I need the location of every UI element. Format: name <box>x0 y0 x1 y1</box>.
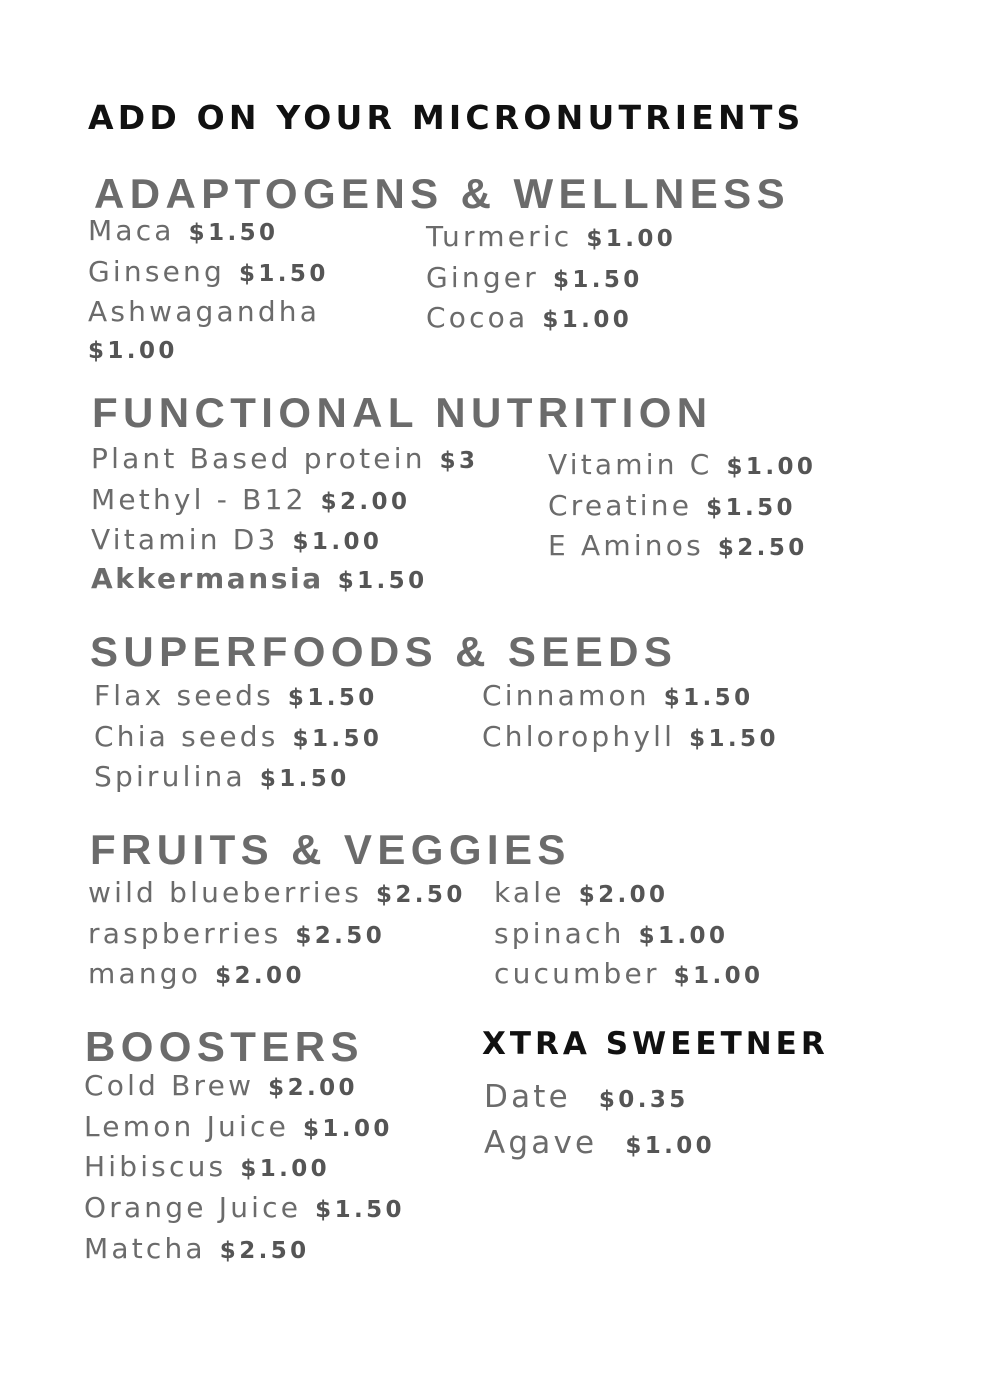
menu-item <box>426 299 676 340</box>
item-price: $1.50 <box>315 1197 405 1224</box>
functional-right-list <box>548 446 816 568</box>
item-price: $1.00 <box>292 529 383 556</box>
item-name: Cinnamon <box>482 679 650 712</box>
menu-item <box>494 955 763 996</box>
menu-item <box>494 915 763 956</box>
section-title-fruits: FRUITS & VEGGIES <box>90 826 571 873</box>
item-name: Akkermansia <box>91 562 324 596</box>
fruits-right-list <box>494 874 763 996</box>
menu-item <box>91 562 478 598</box>
item-price: $2.50 <box>717 535 808 562</box>
item-price: $1.00 <box>88 338 178 365</box>
adaptogens-right-list <box>426 218 676 340</box>
section-title-boosters: BOOSTERS <box>85 1023 364 1070</box>
menu-item <box>91 440 478 481</box>
item-price: $1.00 <box>240 1156 331 1183</box>
item-price: $3 <box>439 448 479 474</box>
boosters-list <box>84 1067 405 1271</box>
fruits-left-list <box>88 874 466 996</box>
item-price: $1.50 <box>706 494 796 521</box>
menu-item <box>84 1148 405 1189</box>
item-name: Ginseng <box>88 254 225 288</box>
item-name: Creatine <box>548 488 693 522</box>
item-price: $1.50 <box>259 766 350 793</box>
menu-item <box>84 1108 405 1149</box>
item-price: $1.00 <box>303 1115 393 1142</box>
superfoods-left-list <box>94 677 382 799</box>
item-name: Maca <box>88 214 175 247</box>
item-name: cucumber <box>494 957 660 991</box>
item-price: $1.50 <box>188 220 279 246</box>
item-price: $0.35 <box>598 1087 689 1113</box>
item-name: Spirulina <box>94 760 246 794</box>
sweetener-list <box>484 1076 715 1168</box>
item-price: $1.50 <box>238 260 329 287</box>
item-price: $1.50 <box>663 685 754 711</box>
item-name: kale <box>494 876 565 909</box>
item-name: Vitamin D3 <box>91 523 279 557</box>
item-name: Cold Brew <box>84 1069 255 1102</box>
item-name: Plant Based protein <box>91 442 426 475</box>
item-name: wild blueberries <box>88 876 362 909</box>
menu-item <box>548 487 816 528</box>
item-price: $1.50 <box>552 266 643 293</box>
item-name: raspberries <box>88 916 282 950</box>
menu-item <box>91 481 478 522</box>
item-price: $2.00 <box>578 882 669 908</box>
menu-item <box>94 758 382 799</box>
item-name: Ashwagandha <box>88 295 321 329</box>
menu-title: ADD ON YOUR MICRONUTRIENTS <box>88 98 805 137</box>
item-price: $2.00 <box>215 963 305 990</box>
menu-item <box>482 718 779 759</box>
item-name: Cocoa <box>426 301 529 335</box>
menu-item <box>88 293 329 370</box>
item-price: $2.50 <box>219 1237 310 1264</box>
menu-item <box>94 718 382 759</box>
item-name: mango <box>88 957 202 991</box>
section-title-adaptogens: ADAPTOGENS & WELLNESS <box>94 170 791 217</box>
menu-item <box>88 955 466 996</box>
menu-item <box>548 527 816 568</box>
menu-item <box>88 874 466 915</box>
item-price: $1.50 <box>292 725 383 752</box>
item-name: Matcha <box>84 1231 206 1265</box>
item-price: $1.50 <box>337 568 428 595</box>
section-title-superfoods: SUPERFOODS & SEEDS <box>90 628 678 675</box>
item-name: Chlorophyll <box>482 719 676 753</box>
item-name: Methyl - B12 <box>91 482 307 516</box>
item-name: Date <box>484 1079 571 1115</box>
item-price: $1.00 <box>673 963 764 990</box>
item-name: Turmeric <box>426 220 573 253</box>
item-name: E Aminos <box>548 529 704 563</box>
item-name: Orange Juice <box>84 1191 302 1225</box>
menu-item <box>94 677 382 718</box>
menu-item <box>426 259 676 300</box>
item-name: spinach <box>494 916 625 950</box>
menu-item <box>91 521 478 562</box>
item-name: Lemon Juice <box>84 1109 289 1143</box>
item-price: $1.00 <box>542 307 633 334</box>
item-price: $2.00 <box>320 488 411 515</box>
menu-item <box>88 253 329 294</box>
menu-item <box>482 677 779 718</box>
section-title-sweetener: XTRA SWEETNER <box>482 1026 829 1062</box>
menu-item <box>84 1189 405 1230</box>
item-price: $1.50 <box>689 725 779 752</box>
item-name: Chia seeds <box>94 719 279 753</box>
item-price: $2.50 <box>295 922 386 949</box>
menu-item <box>88 915 466 956</box>
menu-item <box>84 1230 405 1271</box>
item-price: $1.00 <box>586 226 677 252</box>
menu-item <box>484 1076 715 1122</box>
item-name: Ginger <box>426 260 539 294</box>
menu-item <box>484 1122 715 1168</box>
item-price: $1.50 <box>287 685 378 711</box>
section-title-functional: FUNCTIONAL NUTRITION <box>92 389 713 436</box>
menu-item <box>84 1067 405 1108</box>
item-name: Flax seeds <box>94 679 274 712</box>
functional-left-list <box>91 440 478 598</box>
item-price: $2.50 <box>375 882 466 908</box>
item-name: Hibiscus <box>84 1150 227 1184</box>
menu-item <box>88 212 329 253</box>
adaptogens-left-list <box>88 212 329 370</box>
menu-item <box>548 446 816 487</box>
item-price: $1.00 <box>625 1133 716 1159</box>
item-price: $1.00 <box>726 454 817 480</box>
menu-item <box>494 874 763 915</box>
item-name: Vitamin C <box>548 448 713 481</box>
menu-item <box>426 218 676 259</box>
superfoods-right-list <box>482 677 779 758</box>
item-price: $2.00 <box>268 1075 358 1101</box>
item-price: $1.00 <box>638 922 729 949</box>
item-name: Agave <box>484 1125 598 1161</box>
